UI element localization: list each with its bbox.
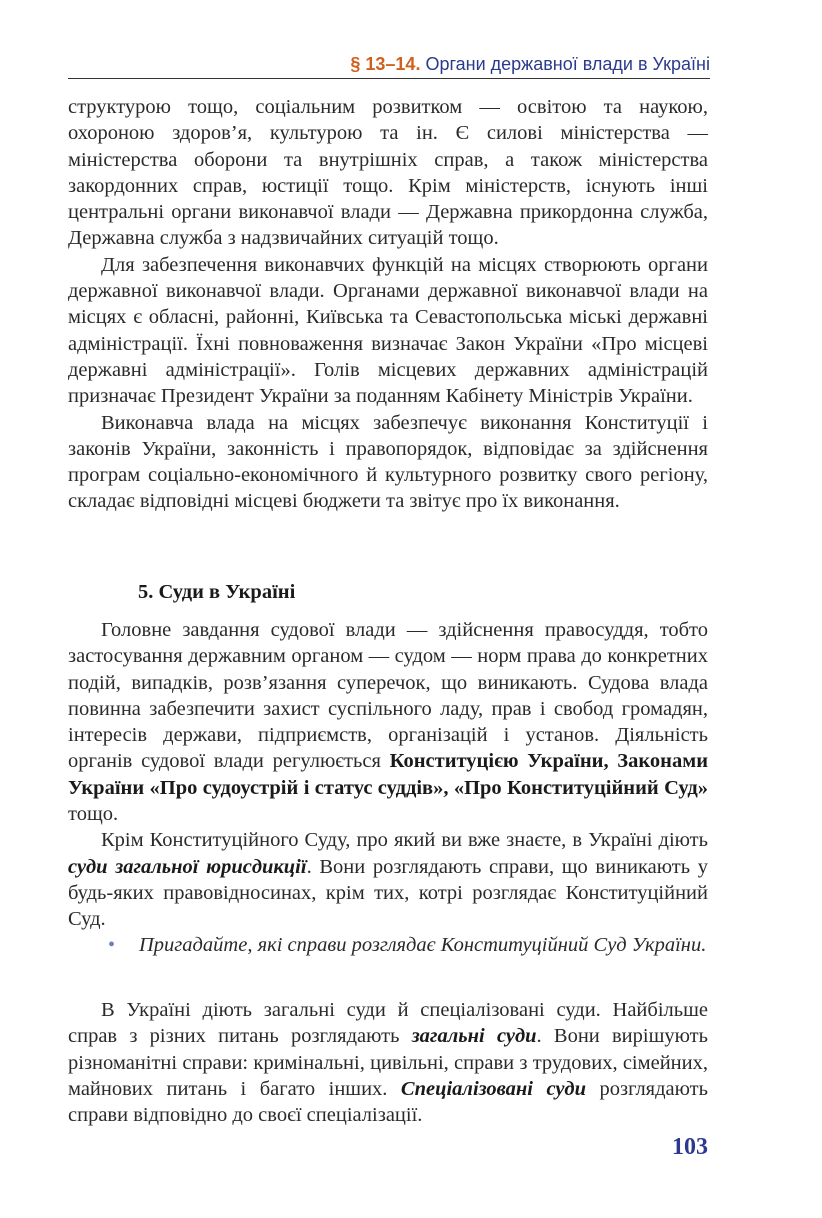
bold-laws: Конституцією України, Законами України «Про судоустрій і статус суддів», «Про Конституційний Суд» xyxy=(68,750,709,799)
recall-prompt-text: Пригадайте, які справи розглядає Конституційний Суд України. xyxy=(139,934,707,956)
section-title: Органи державної влади в Україні xyxy=(425,54,710,74)
text-run: Головне завдання судової влади — здійснення правосуддя, тобто застосування державним органом — судом — норм права до конкретних подій, випадків, розв’язання суперечок, що виникають. Судова влада повинна забезпечити захист суспільного ладу, прав і свобод громадян, інтересів держави, підприємств, організацій і установ. Діяльність органів судової влади регулюється xyxy=(68,619,708,773)
text-run: . Вони розглядають справи, що виникають у будь-яких правовідносинах, крім тих, котрі розглядає Конституційний Суд. xyxy=(68,855,708,931)
text-run: . Вони вирішують різноманітні справи: кримінальні, цивільні, справи з трудових, сімейних, майнових питань і багато інших. xyxy=(68,1025,708,1100)
paragraph-local-administrations: Для забезпечення виконавчих функцій на місцях створюють органи державної виконавчої влади. Органами державної виконавчої влади на місцях є обласні, районні, Київська та Севастопольська міські державні адміністрації. Їхні повноваження визначає Закон України «Про місцеві державні адміністрації». Голів місцевих державних адміністрацій призначає Президент України за поданням Кабінету Міністрів України. xyxy=(68,253,708,408)
emphasis-general-courts: загальні суди xyxy=(411,1025,537,1048)
text-run: розглядають справи відповідно до своєї спеціалізації. xyxy=(68,1077,708,1127)
emphasis-general-jurisdiction: суди загальної юрисдикції xyxy=(68,855,307,878)
page-number: 103 xyxy=(672,1134,708,1160)
text-run: Крім Конституційного Суду, про який ви вже знаєте, в Україні діють xyxy=(101,829,708,852)
paragraph-judicial-task xyxy=(68,617,708,827)
running-header xyxy=(68,52,710,76)
emphasis-specialized-courts: Спеціалізовані суди xyxy=(400,1077,587,1100)
paragraph-local-executive-duties: Виконавча влада на місцях забезпечує виконання Конституції і законів України, законність і правопорядок, відповідає за здійснення програм соціально-економічного й культурного розвитку свого регіону, складає відповідні місцеві бюджети та звітує про їх виконання. xyxy=(68,411,708,513)
text-block-executive-power xyxy=(68,94,708,515)
bullet-icon: • xyxy=(108,934,116,956)
text-run: В Україні діють загальні суди й спеціалізовані суди. Найбільше справ з різних питань розглядають xyxy=(68,999,708,1048)
text-block-court-types xyxy=(68,997,708,1128)
header-rule xyxy=(68,78,710,79)
text-run: тощо. xyxy=(68,803,119,826)
recall-prompt xyxy=(108,932,708,958)
paragraph-general-jurisdiction xyxy=(68,827,708,932)
paragraph-continued: структурою тощо, соціальним розвитком — освітою та наукою, охороною здоров’я, культурою та ін. Є силові міністерства — міністерства оборони та внутрішніх справ, а також міністерства закордонних справ, юстиції тощо. Крім міністерств, існують інші центральні органи виконавчої влади — Державна прикордонна служба, Державна служба з надзвичайних ситуацій тощо. xyxy=(68,96,708,250)
section-number: § 13–14. xyxy=(350,54,421,74)
paragraph-court-types xyxy=(68,997,708,1128)
section-heading-courts: 5. Суди в Україні xyxy=(138,581,296,603)
text-block-courts xyxy=(68,617,708,933)
